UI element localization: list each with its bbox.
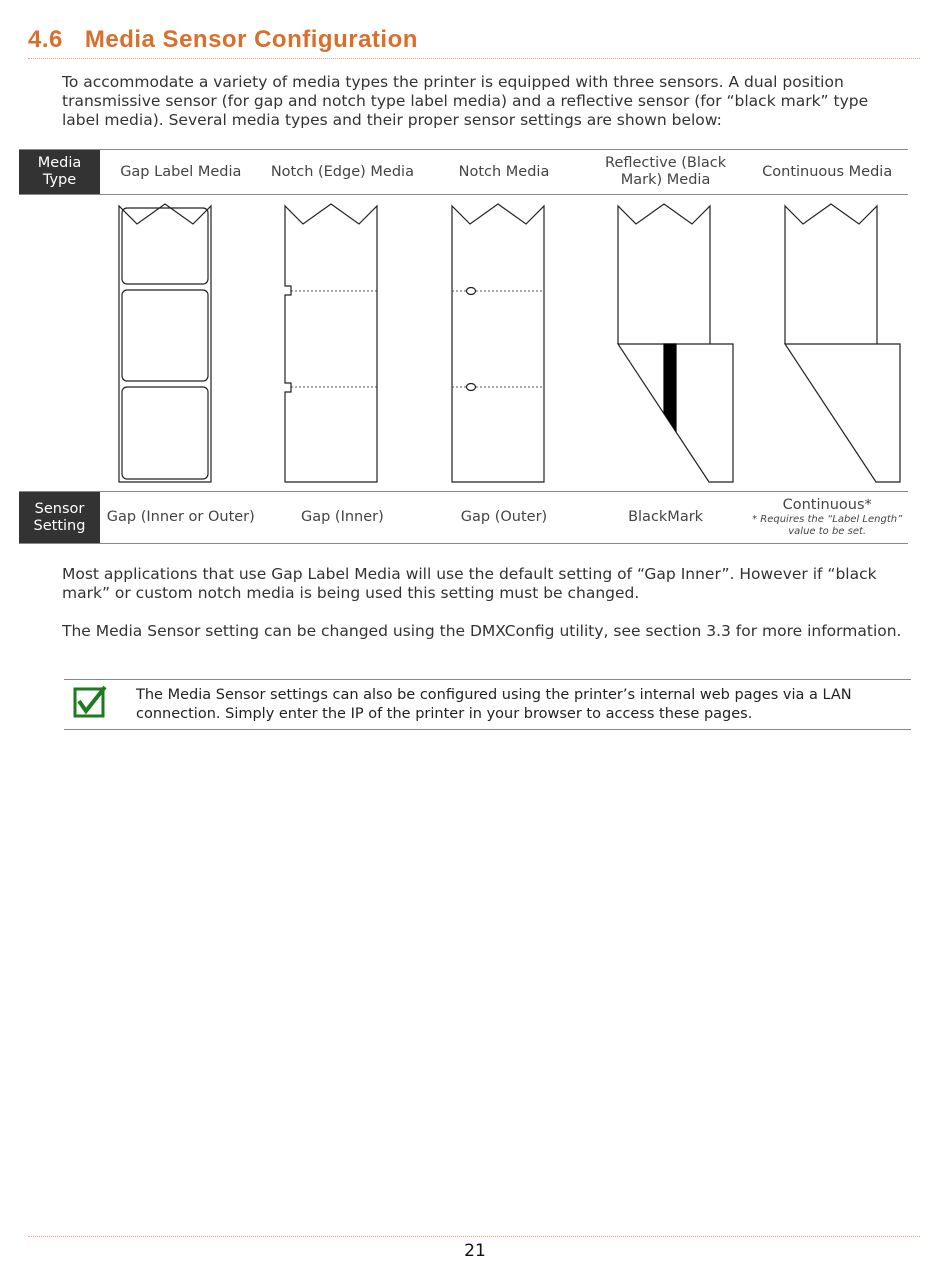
media-type-continuous: Continuous Media: [762, 163, 893, 180]
gap-label-media-illustration: [119, 204, 211, 482]
sensor-setting-blackmark: BlackMark: [628, 509, 704, 525]
sensor-setting-continuous: Continuous*: [782, 497, 872, 513]
section-number: 4.6: [28, 26, 63, 53]
tip-box: [64, 679, 911, 730]
page-number: 21: [464, 1241, 486, 1261]
black-mark-media-illustration: [618, 204, 733, 482]
media-type-reflective: Reflective (Black Mark) Media: [605, 155, 727, 188]
intro-paragraph: To accommodate a variety of media types the printer is equipped with three sensors. A dual position transmissive sensor (for gap and notch type label media) and a reflective sensor (for “black mark” type label media). Several media types and their proper sensor settings are shown below:: [62, 73, 869, 129]
gap-default-paragraph: Most applications that use Gap Label Media will use the default setting of “Gap Inner”. However if “black mark” or custom notch media is being used this setting must be changed.: [62, 565, 877, 602]
footer-divider: [28, 1236, 920, 1237]
media-type-notch-edge: Notch (Edge) Media: [270, 163, 414, 180]
tip-text: The Media Sensor settings can also be configured using the printer’s internal web pages via a LAN connection. Simply enter the IP of the printer in your browser to access these pages.: [136, 687, 852, 722]
sensor-setting-gap-inner: Gap (Inner): [300, 509, 384, 525]
notch-media-illustration: [452, 204, 544, 482]
sensor-setting-gap-outer: Gap (Outer): [460, 509, 548, 525]
sensor-setting-row: [19, 491, 908, 544]
media-type-notch: Notch Media: [458, 163, 550, 180]
media-type-gap-label: Gap Label Media: [120, 163, 242, 180]
sensor-setting-header: Sensor Setting: [19, 492, 100, 544]
media-type-header: Media Type: [19, 150, 100, 195]
section-title: Media Sensor Configuration: [84, 26, 418, 53]
checkbox-check-icon: [73, 685, 107, 719]
sensor-setting-continuous-cell: [746, 492, 908, 544]
sensor-setting-gap: Gap (Inner or Outer): [106, 509, 255, 525]
continuous-media-illustration: [785, 204, 900, 482]
notch-edge-media-illustration: [285, 204, 377, 482]
label-length-footnote: * Requires the “Label Length” value to be set.: [752, 514, 903, 537]
dmxconfig-paragraph: The Media Sensor setting can be changed using the DMXConfig utility, see section 3.3 for more information.: [62, 622, 902, 640]
